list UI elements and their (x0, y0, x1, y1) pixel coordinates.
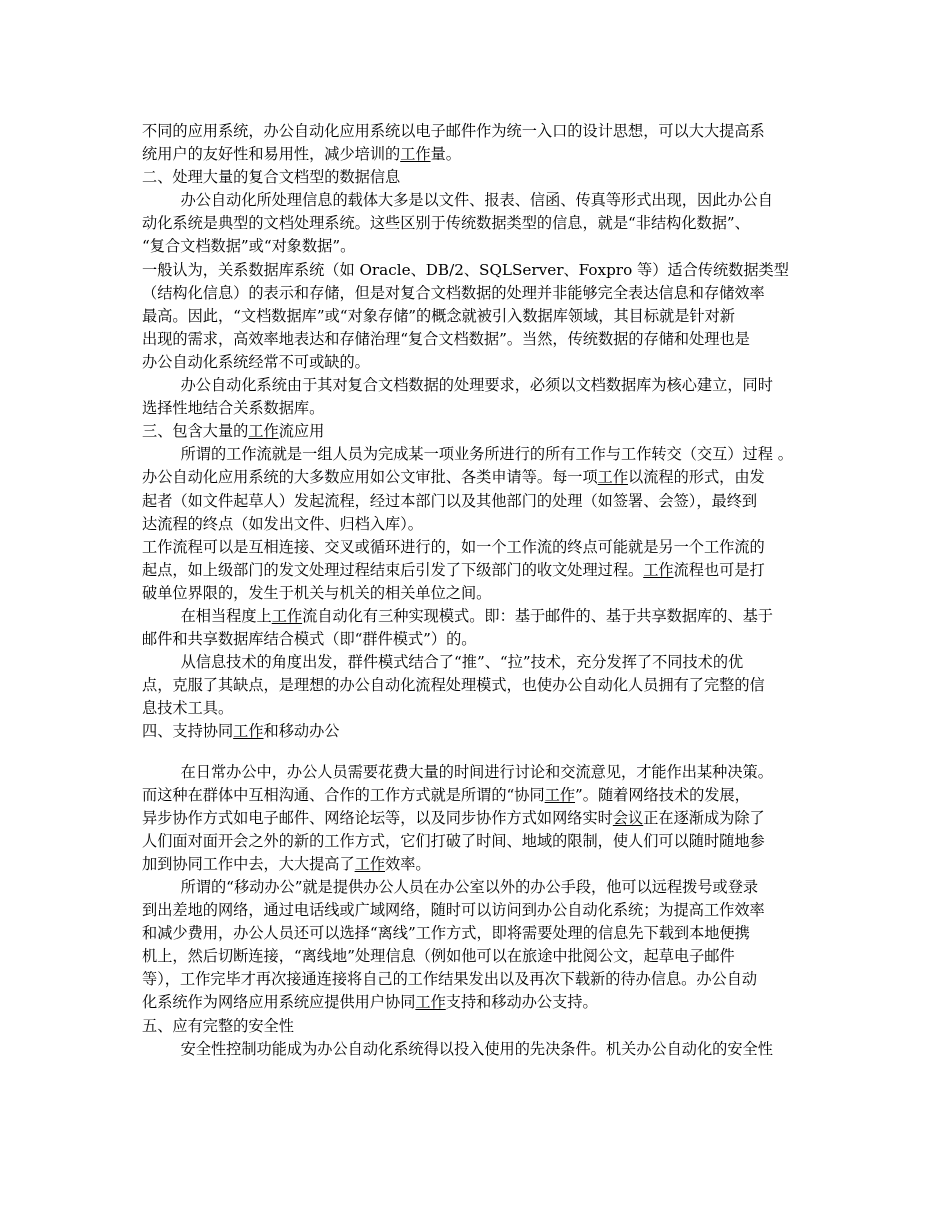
text-span: 支持和移动办公支持。 (445, 993, 598, 1012)
text-line (142, 189, 814, 212)
text-line (142, 674, 814, 697)
text-span: 所谓的“移动办公”就是提供办公人员在办公室以外的办公手段，他可以远程拨号或登录 (142, 878, 759, 896)
text-span: 办公自动化所处理信息的载体大多是以文件、报表、信函、传真等形式出现，因此办公自 (142, 191, 773, 210)
text-span: 工作流程可以是互相连接、交叉或循环进行的，如一个工作流的终点可能就是另一个工作流的 (142, 537, 765, 556)
text-span: 达流程的终点（如发出文件、归档入库）。 (142, 514, 423, 533)
text-span: 起点，如上级部门的发文处理过程结束后引发了下级部门的收文处理过程。 (142, 560, 644, 579)
text-line (142, 328, 814, 351)
hyperlink-text[interactable]: 工作 (233, 722, 264, 741)
text-span: 等），工作完毕才再次接通连接将自己的工作结果发出以及再次下载新的待办信息。办公自动 (142, 970, 758, 989)
text-line (142, 443, 814, 466)
text-line (142, 351, 814, 374)
text-line (142, 968, 814, 991)
text-span: 量。 (430, 145, 461, 164)
text-span: 人们面对面开会之外的新的工作方式，它们打破了时间、地域的限制，使人们可以随时随地参 (142, 831, 765, 850)
text-span: 办公自动化应用系统的大多数应用如公文审批、各类申请等。每一项 (142, 468, 598, 487)
text-line (142, 282, 814, 305)
text-span: 最高。因此，“文档数据库”或“对象存储”的概念就被引入数据库领域，其目标就是针对新 (142, 306, 735, 325)
hyperlink-text[interactable]: 工作 (415, 993, 446, 1012)
text-span: 以流程的形式，由发 (628, 468, 765, 487)
hyperlink-text[interactable]: 工作 (271, 606, 303, 625)
text-span: 化系统作为网络应用系统应提供用户协同 (142, 993, 416, 1012)
text-line (142, 605, 814, 628)
text-span: 所谓的工作流就是一组人员为完成某一项业务所进行的所有工作与工作转交（交互）过程 。 (142, 445, 793, 464)
hyperlink-text[interactable]: 会议 (612, 808, 644, 827)
text-line (142, 166, 814, 189)
text-line (142, 853, 814, 876)
text-line (142, 830, 814, 853)
text-span: 效率。 (385, 854, 431, 873)
text-line (142, 991, 814, 1014)
text-line (142, 259, 814, 282)
hyperlink-text[interactable]: 工作 (544, 785, 576, 804)
text-line (142, 420, 814, 443)
text-line (142, 697, 814, 720)
text-span: 流自动化有三种实现模式。即：基于邮件的、基于共享数据库的、基于 (302, 606, 773, 625)
text-line (142, 305, 814, 328)
text-line (142, 490, 814, 513)
text-span: 三、包含大量的 (142, 422, 249, 441)
text-span: 正在逐渐成为除了 (643, 808, 765, 827)
text-line (142, 899, 814, 922)
text-line (142, 945, 814, 968)
text-span: 在相当程度上 (142, 606, 272, 625)
text-line (142, 466, 814, 489)
text-span: 到出差地的网络，通过电话线或广域网络，随时可以访问到办公自动化系统；为提高工作效率 (142, 901, 765, 920)
text-span: 加到协同工作中去，大大提高了 (142, 854, 355, 873)
text-span: 流程也可是打 (673, 560, 765, 579)
text-span: 点，克服了其缺点，是理想的办公自动化流程处理模式，也使办公自动化人员拥有了完整的信 (142, 676, 765, 695)
text-line (142, 397, 814, 420)
text-span: 起者（如文件起草人）发起流程，经过本部门以及其他部门的处理（如签署、会签），最终到 (142, 491, 758, 510)
text-line (142, 513, 814, 536)
text-span: 息技术工具。 (142, 699, 234, 718)
text-span: 办公自动化系统经常不可或缺的。 (142, 352, 370, 371)
text-line (142, 374, 814, 397)
text-line (142, 212, 814, 235)
text-span: 而这种在群体中互相沟通、合作的工作方式就是所谓的“协同 (142, 785, 545, 804)
text-span: 破单位界限的，发生于机关与机关的相关单位之间。 (142, 583, 492, 602)
hyperlink-text[interactable]: 工作 (400, 145, 431, 164)
text-line (142, 143, 814, 166)
text-span: 出现的需求，高效率地表达和存储治理“复合文档数据”。当然，传统数据的存储和处理也是 (142, 329, 750, 348)
text-span: 四、支持协同 (142, 722, 234, 741)
text-line (142, 1038, 814, 1061)
hyperlink-text[interactable]: 工作 (248, 422, 279, 441)
text-span: ”。随着网络技术的发展， (575, 785, 750, 804)
text-span: 统用户的友好性和易用性，减少培训的 (142, 145, 401, 164)
text-span: 流应用 (278, 422, 325, 441)
text-line (142, 559, 814, 582)
text-line (142, 582, 814, 605)
text-line (142, 761, 814, 784)
text-line (142, 720, 814, 743)
text-span: 选择性地结合关系数据库。 (142, 399, 325, 418)
text-span: 五、应有完整的安全性 (142, 1016, 294, 1035)
text-span: 安全性控制功能成为办公自动化系统得以投入使用的先决条件。机关办公自动化的安全性 (142, 1039, 773, 1058)
text-span: 和移动办公 (263, 722, 340, 741)
text-line (142, 876, 814, 899)
document-page (142, 120, 814, 1061)
text-line (142, 536, 814, 559)
hyperlink-text[interactable]: 工作 (597, 468, 628, 487)
text-span: （结构化信息）的表示和存储，但是对复合文档数据的处理并非能够完全表达信息和存储效率 (142, 283, 765, 302)
text-span: 动化系统是典型的文档处理系统。这些区别于传统数据类型的信息，就是“非结构化数据”、 (142, 214, 750, 233)
text-span: “复合文档数据”或“对象数据”。 (142, 237, 356, 256)
text-line (142, 784, 814, 807)
text-span: 邮件和共享数据库结合模式（即“群件模式”）的。 (142, 630, 477, 649)
hyperlink-text[interactable]: 工作 (354, 854, 385, 873)
text-line (142, 120, 814, 143)
text-line (142, 1015, 814, 1038)
text-span: 一般认为，关系数据库系统（如 Oracle、DB/2、SQLServer、Foxpro 等）适合传统数据类型 (142, 260, 789, 279)
text-line (142, 235, 814, 258)
text-span: 不同的应用系统，办公自动化应用系统以电子邮件作为统一入口的设计思想，可以大大提高系 (142, 122, 765, 140)
paragraph-gap (142, 744, 814, 761)
text-span: 异步协作方式如电子邮件、网络论坛等，以及同步协作方式如网络实时 (142, 808, 613, 827)
text-span: 二、处理大量的复合文档型的数据信息 (142, 168, 401, 187)
text-line (142, 651, 814, 674)
hyperlink-text[interactable]: 工作 (643, 560, 674, 579)
text-line (142, 922, 814, 945)
text-line (142, 807, 814, 830)
text-line (142, 628, 814, 651)
text-span: 从信息技术的角度出发，群件模式结合了“推”、“拉”技术，充分发挥了不同技术的优 (142, 653, 744, 672)
text-span: 和减少费用，办公人员还可以选择“离线”工作方式，即将需要处理的信息先下载到本地便携 (142, 924, 750, 943)
text-span: 机上，然后切断连接，“离线地”处理信息（例如他可以在旅途中批阅公文，起草电子邮件 (142, 947, 735, 966)
text-span: 办公自动化系统由于其对复合文档数据的处理要求，必须以文档数据库为核心建立，同时 (142, 376, 773, 395)
text-span: 在日常办公中，办公人员需要花费大量的时间进行讨论和交流意见，才能作出某种决策。 (142, 762, 773, 781)
